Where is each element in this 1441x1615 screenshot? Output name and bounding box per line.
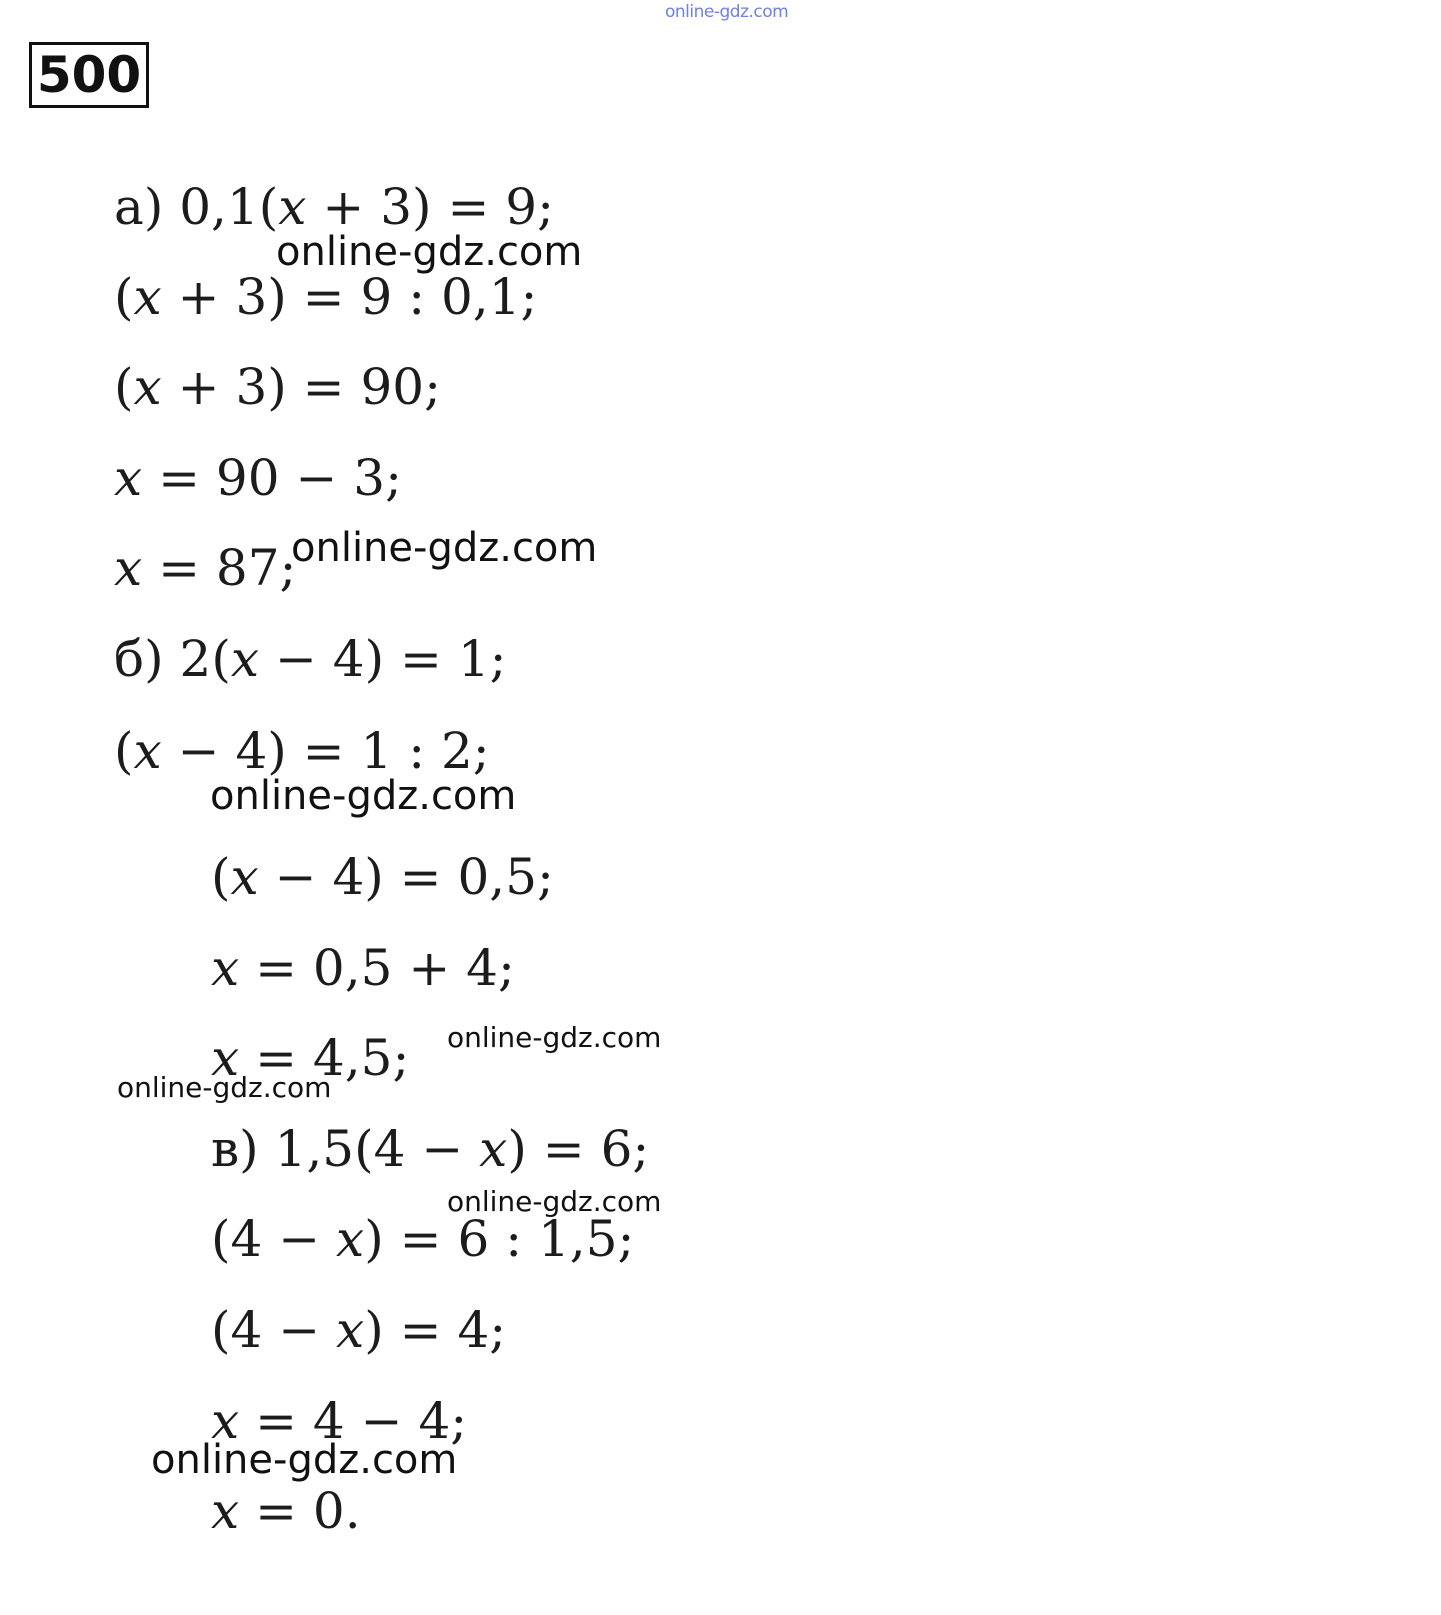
watermark-text: online-gdz.com — [447, 1021, 662, 1054]
equation-line: (x + 3) = 90; — [114, 358, 441, 416]
equation-line: x = 0,5 + 4; — [211, 939, 515, 997]
equation-line: (x + 3) = 9 : 0,1; — [114, 268, 538, 326]
equation-line: (x − 4) = 0,5; — [211, 848, 554, 906]
equation-line: а) 0,1(x + 3) = 9; — [114, 178, 554, 236]
problem-number-box: 500 — [29, 42, 149, 108]
equation-line: x = 87; — [114, 539, 297, 597]
equation-line: в) 1,5(4 − x) = 6; — [211, 1120, 650, 1178]
watermark-text: online-gdz.com — [210, 773, 517, 819]
watermark-text: online-gdz.com — [291, 525, 598, 571]
top-watermark: online-gdz.com — [665, 2, 789, 22]
watermark-text: online-gdz.com — [276, 229, 583, 275]
equation-line: x = 4,5; — [211, 1029, 410, 1087]
equation-line: (x − 4) = 1 : 2; — [114, 722, 490, 780]
equation-line: x = 90 − 3; — [114, 449, 402, 507]
watermark-text: online-gdz.com — [151, 1437, 458, 1483]
equation-line: б) 2(x − 4) = 1; — [114, 630, 507, 688]
equation-line: (4 − x) = 4; — [211, 1301, 507, 1359]
equation-line: x = 4 − 4; — [211, 1392, 468, 1450]
watermark-text: online-gdz.com — [447, 1185, 662, 1218]
equation-line: x = 0. — [211, 1482, 361, 1540]
watermark-text: online-gdz.com — [117, 1071, 332, 1104]
equation-line: (4 − x) = 6 : 1,5; — [211, 1210, 635, 1268]
